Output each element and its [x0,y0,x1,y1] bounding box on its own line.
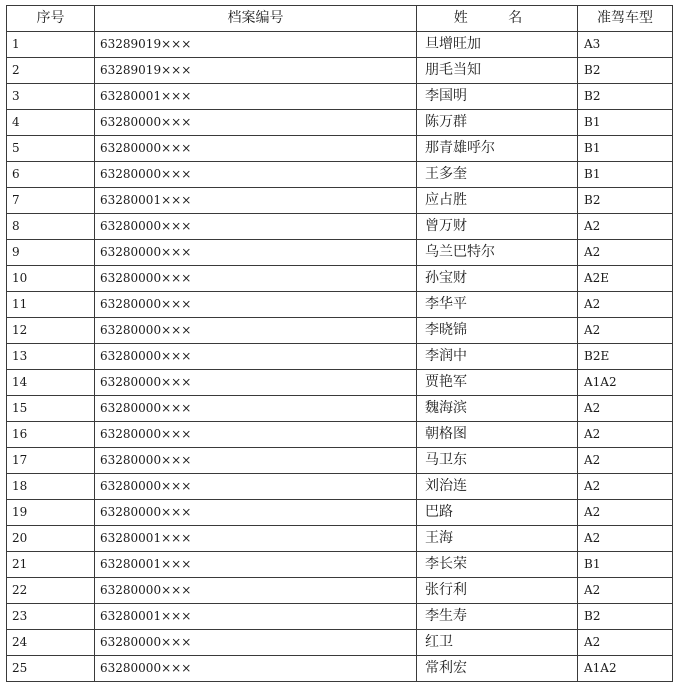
table-row [7,110,673,136]
driver-records-table [6,5,673,682]
cell-seq: 5 [7,136,95,162]
cell-license-class: B2 [578,58,673,84]
cell-license-class: B1 [578,136,673,162]
cell-license-class: A2 [578,630,673,656]
cell-seq: 14 [7,370,95,396]
table-row [7,500,673,526]
cell-seq: 4 [7,110,95,136]
cell-name: 李长荣 [417,552,578,578]
cell-name: 魏海滨 [417,396,578,422]
table-row [7,578,673,604]
cell-name: 陈万群 [417,110,578,136]
table-row [7,448,673,474]
cell-license-class: B2 [578,84,673,110]
cell-license-class: A2 [578,214,673,240]
cell-license-class: B1 [578,162,673,188]
cell-license-class: A2 [578,474,673,500]
table-row [7,292,673,318]
cell-name: 张行利 [417,578,578,604]
cell-name: 马卫东 [417,448,578,474]
cell-name: 王海 [417,526,578,552]
cell-file-number: 63280001××× [95,84,417,110]
header-name-label: 姓 名 [453,10,541,26]
cell-license-class: A1A2 [578,656,673,682]
table-row [7,552,673,578]
cell-name: 李晓锦 [417,318,578,344]
cell-name: 刘治连 [417,474,578,500]
cell-seq: 15 [7,396,95,422]
cell-file-number: 63280000××× [95,578,417,604]
cell-name: 乌兰巴特尔 [417,240,578,266]
table-row [7,656,673,682]
cell-name: 红卫 [417,630,578,656]
cell-file-number: 63280001××× [95,188,417,214]
cell-file-number: 63280000××× [95,292,417,318]
cell-seq: 11 [7,292,95,318]
cell-license-class: A2 [578,422,673,448]
cell-seq: 13 [7,344,95,370]
table-row [7,474,673,500]
cell-file-number: 63280000××× [95,370,417,396]
cell-file-number: 63280000××× [95,630,417,656]
cell-seq: 24 [7,630,95,656]
header-seq: 序号 [7,6,95,32]
cell-seq: 1 [7,32,95,58]
cell-seq: 2 [7,58,95,84]
cell-license-class: A2 [578,448,673,474]
cell-file-number: 63280000××× [95,474,417,500]
cell-file-number: 63280000××× [95,162,417,188]
cell-file-number: 63280001××× [95,552,417,578]
cell-name: 朋毛当知 [417,58,578,84]
cell-seq: 17 [7,448,95,474]
cell-name: 朝格图 [417,422,578,448]
cell-license-class: A3 [578,32,673,58]
cell-file-number: 63280000××× [95,318,417,344]
table-header [7,6,673,32]
cell-seq: 6 [7,162,95,188]
cell-license-class: A2 [578,396,673,422]
cell-license-class: A2 [578,292,673,318]
cell-license-class: A1A2 [578,370,673,396]
cell-file-number: 63280000××× [95,214,417,240]
cell-name: 王多奎 [417,162,578,188]
cell-file-number: 63280000××× [95,422,417,448]
cell-file-number: 63280000××× [95,500,417,526]
cell-name: 常利宏 [417,656,578,682]
cell-license-class: A2 [578,526,673,552]
cell-file-number: 63289019××× [95,32,417,58]
cell-name: 贾艳军 [417,370,578,396]
cell-name: 曾万财 [417,214,578,240]
table-row [7,240,673,266]
table-row [7,604,673,630]
cell-file-number: 63280000××× [95,240,417,266]
table-row [7,266,673,292]
table-row [7,162,673,188]
cell-file-number: 63280000××× [95,266,417,292]
table-row [7,318,673,344]
cell-seq: 22 [7,578,95,604]
cell-file-number: 63280000××× [95,448,417,474]
cell-name: 李生寿 [417,604,578,630]
cell-seq: 16 [7,422,95,448]
table-row [7,344,673,370]
header-row [7,6,673,32]
cell-license-class: B1 [578,552,673,578]
cell-file-number: 63280001××× [95,526,417,552]
table-body [7,32,673,682]
table-row [7,422,673,448]
cell-license-class: B2 [578,188,673,214]
cell-seq: 12 [7,318,95,344]
cell-seq: 7 [7,188,95,214]
cell-license-class: A2E [578,266,673,292]
cell-seq: 23 [7,604,95,630]
header-name [417,6,578,32]
cell-license-class: A2 [578,318,673,344]
cell-file-number: 63280000××× [95,656,417,682]
table-row [7,370,673,396]
header-file-number: 档案编号 [95,6,417,32]
cell-file-number: 63280000××× [95,396,417,422]
table-row [7,58,673,84]
cell-file-number: 63280001××× [95,604,417,630]
cell-license-class: B1 [578,110,673,136]
cell-name: 巴路 [417,500,578,526]
cell-file-number: 63280000××× [95,110,417,136]
cell-file-number: 63280000××× [95,136,417,162]
cell-name: 李国明 [417,84,578,110]
cell-name: 旦增旺加 [417,32,578,58]
cell-file-number: 63289019××× [95,58,417,84]
cell-license-class: A2 [578,500,673,526]
cell-license-class: A2 [578,578,673,604]
cell-seq: 21 [7,552,95,578]
table-row [7,526,673,552]
cell-seq: 8 [7,214,95,240]
table-row [7,396,673,422]
table-row [7,84,673,110]
cell-name: 应占胜 [417,188,578,214]
cell-name: 那青雄呼尔 [417,136,578,162]
table-row [7,136,673,162]
cell-license-class: B2 [578,604,673,630]
header-license-class: 准驾车型 [578,6,673,32]
cell-license-class: B2E [578,344,673,370]
cell-file-number: 63280000××× [95,344,417,370]
cell-seq: 18 [7,474,95,500]
cell-seq: 19 [7,500,95,526]
cell-seq: 3 [7,84,95,110]
cell-name: 李润中 [417,344,578,370]
cell-seq: 25 [7,656,95,682]
cell-seq: 10 [7,266,95,292]
cell-name: 李华平 [417,292,578,318]
cell-seq: 20 [7,526,95,552]
cell-license-class: A2 [578,240,673,266]
table-row [7,630,673,656]
table-row [7,32,673,58]
table-row [7,188,673,214]
cell-seq: 9 [7,240,95,266]
table-row [7,214,673,240]
cell-name: 孙宝财 [417,266,578,292]
